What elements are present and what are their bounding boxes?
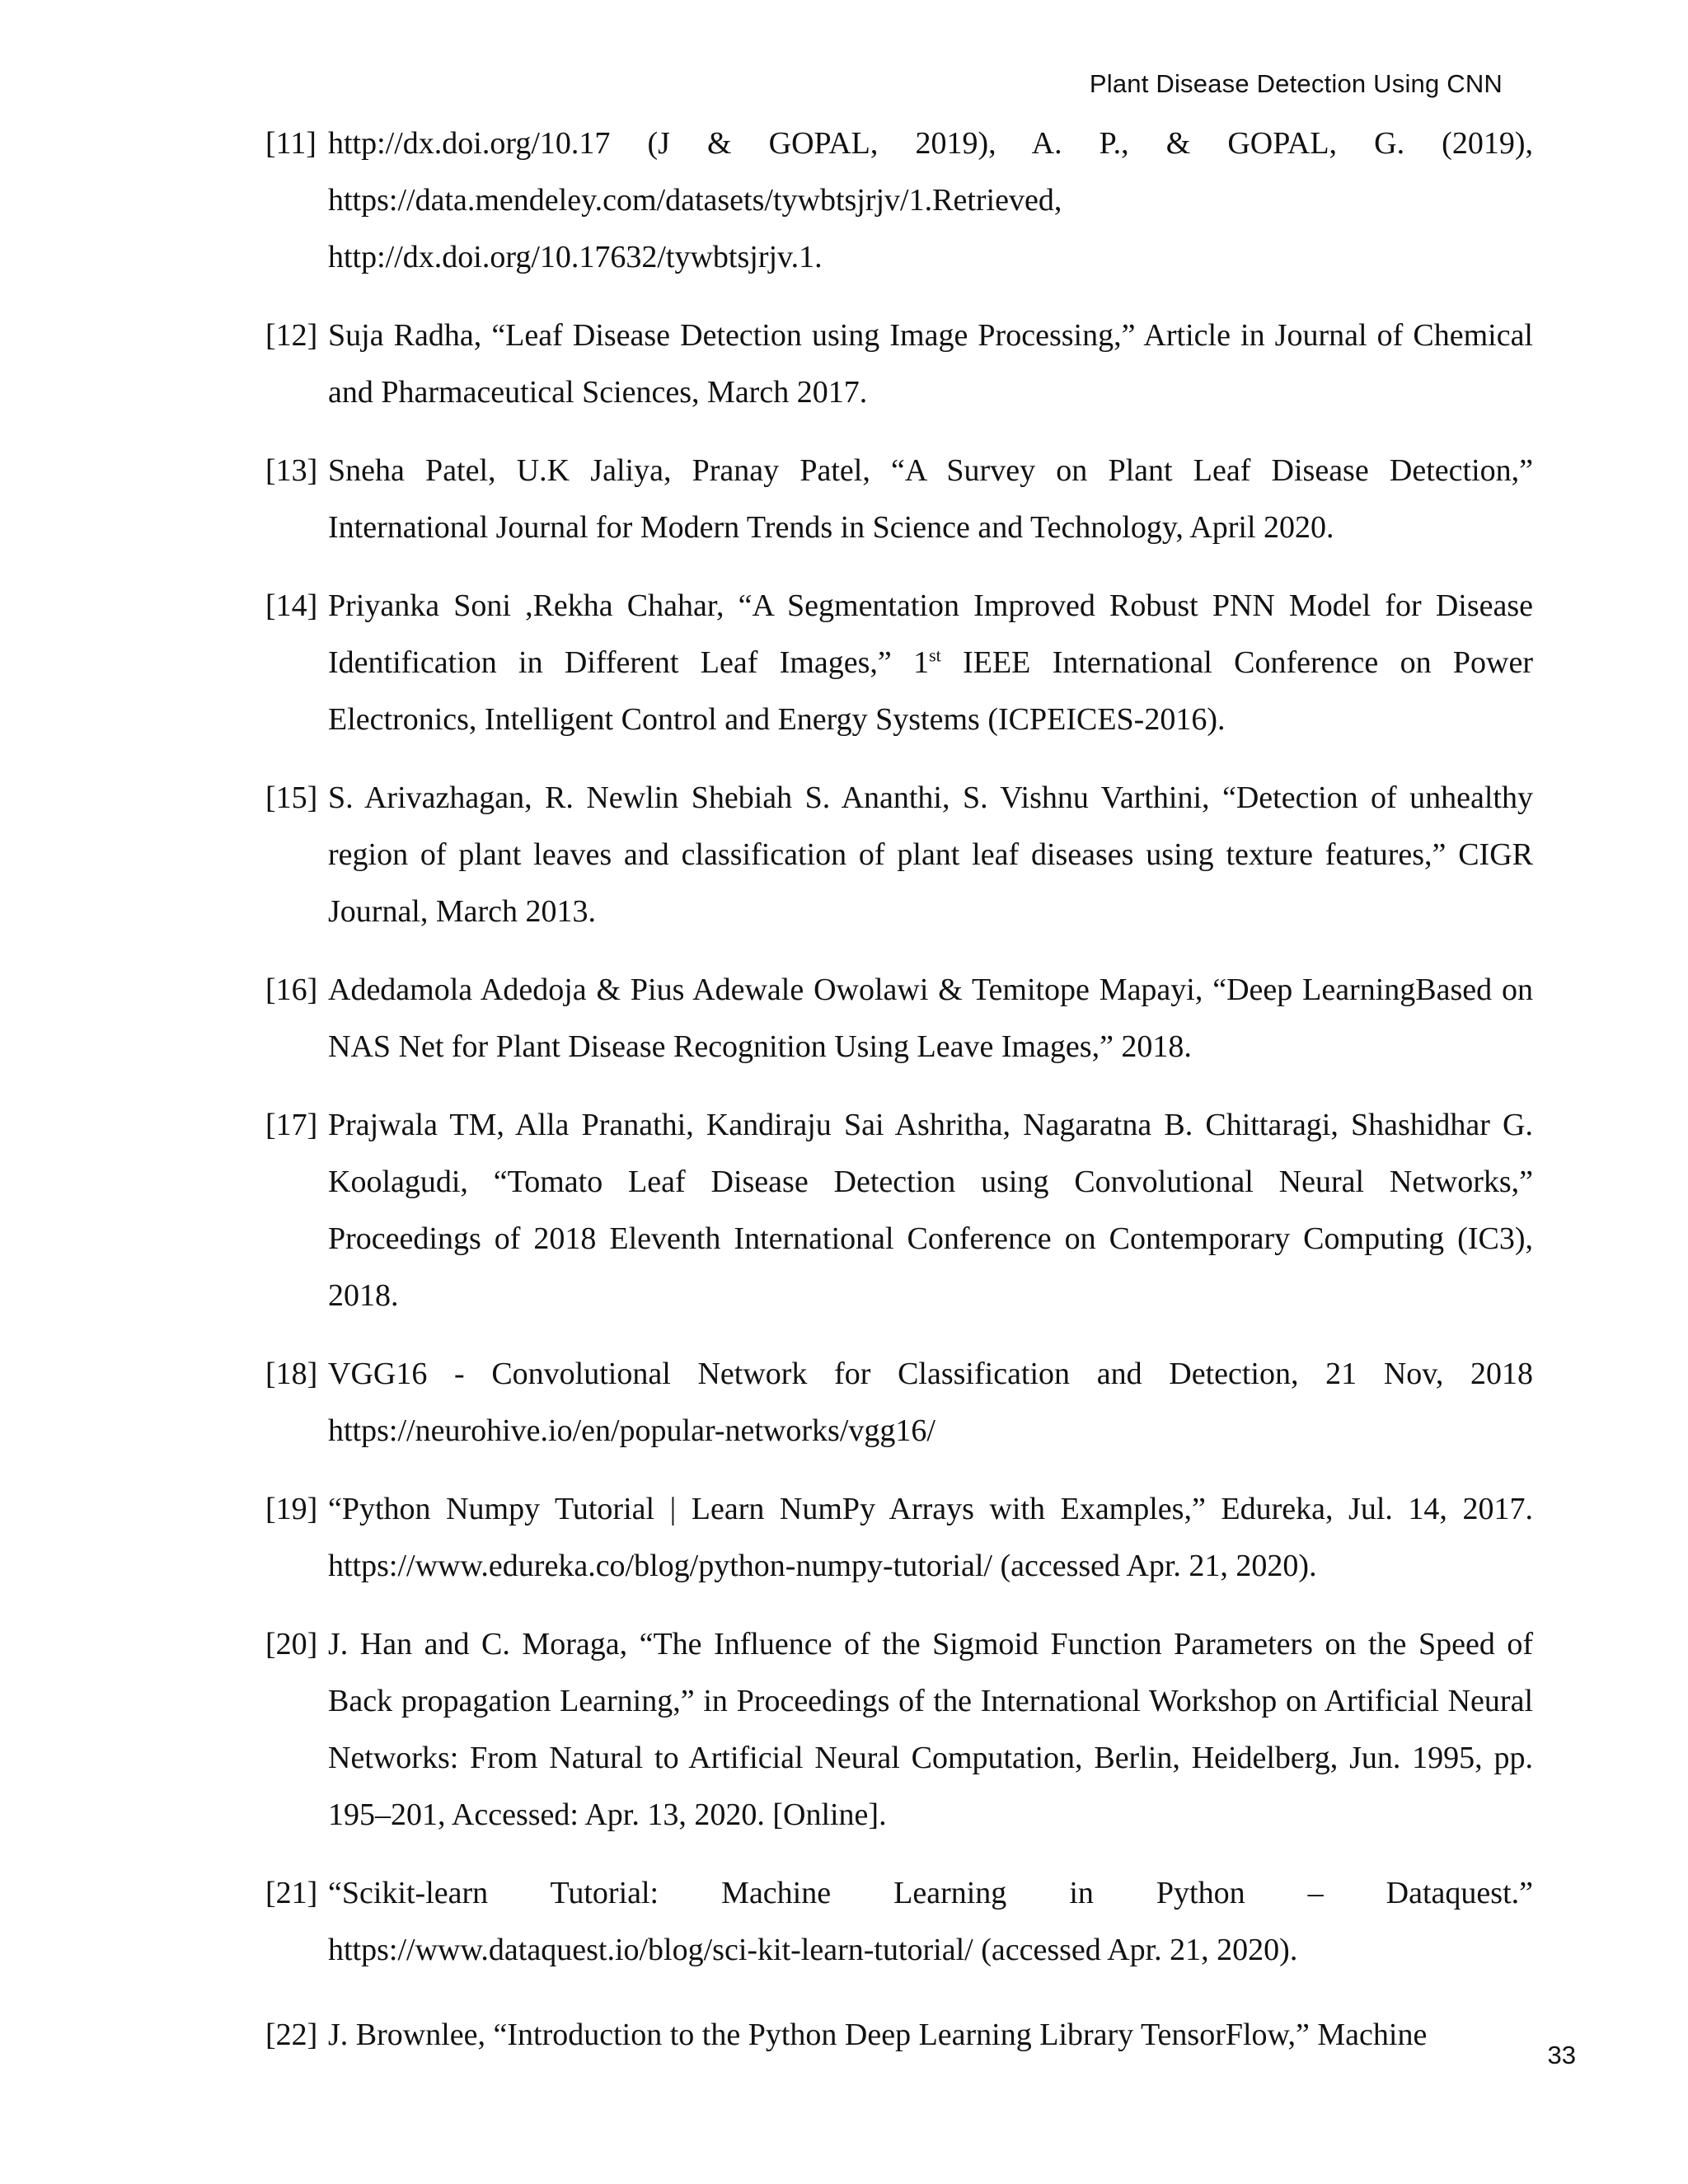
reference-number: [16]: [265, 972, 318, 1007]
reference-item: [265, 1616, 1533, 1844]
reference-text: VGG16 - Convolutional Network for Classification and Detection, 21 Nov, 2018 https://neurohive.io/en/popular-networks/vgg16/: [328, 1357, 1533, 1448]
reference-item: [265, 1865, 1533, 1979]
reference-number: [19]: [265, 1492, 318, 1526]
reference-text-part: Priyanka Soni ,Rekha Chahar, “A Segmentation Improved Robust PNN Model for Disease Identification in Different Leaf Images,” 1: [328, 588, 1533, 680]
reference-number: [17]: [265, 1108, 318, 1142]
reference-text: “Scikit-learn Tutorial: Machine Learning in Python – Dataquest.” https://www.dataquest.io/blog/sci-kit-learn-tutorial/ (accessed Apr. 21, 2020).: [328, 1876, 1533, 1967]
reference-number: [18]: [265, 1357, 318, 1391]
reference-number: [20]: [265, 1627, 318, 1661]
reference-item: [265, 770, 1533, 940]
reference-text: Adedamola Adedoja & Pius Adewale Owolawi & Temitope Mapayi, “Deep LearningBased on NAS Net for Plant Disease Recognition Using Leave Images,” 2018.: [328, 972, 1533, 1064]
reference-number: [12]: [265, 318, 318, 353]
reference-number: [22]: [265, 2018, 318, 2052]
page-number: 33: [1547, 2041, 1576, 2069]
reference-text: [328, 578, 1533, 748]
running-header: Plant Disease Detection Using CNN: [1089, 69, 1503, 98]
reference-item: [265, 1346, 1533, 1460]
reference-text: J. Brownlee, “Introduction to the Python Deep Learning Library TensorFlow,” Machine: [328, 2018, 1428, 2052]
reference-item: [265, 1481, 1533, 1595]
reference-item: [265, 307, 1533, 421]
reference-item: [265, 578, 1533, 748]
reference-item: [265, 115, 1533, 286]
reference-text: Sneha Patel, U.K Jaliya, Pranay Patel, “A Survey on Plant Leaf Disease Detection,” International Journal for Modern Trends in Science and Technology, April 2020.: [328, 453, 1533, 545]
reference-text: S. Arivazhagan, R. Newlin Shebiah S. Ananthi, S. Vishnu Varthini, “Detection of unhealthy region of plant leaves and classification of plant leaf diseases using texture features,” CIGR Journal, March 2013.: [328, 780, 1533, 929]
reference-item: [265, 1097, 1533, 1324]
reference-text: Prajwala TM, Alla Pranathi, Kandiraju Sai Ashritha, Nagaratna B. Chittaragi, Shashidhar G. Koolagudi, “Tomato Leaf Disease Detection using Convolutional Neural Networks,” Proceedings of 2018 Eleventh International Conference on Contemporary Computing (IC3), 2018.: [328, 1108, 1533, 1313]
reference-text-part: IEEE International Conference on Power Electronics, Intelligent Control and Energy Systems (ICPEICES-2016).: [328, 645, 1533, 737]
reference-item: [265, 443, 1533, 556]
reference-number: [15]: [265, 780, 318, 815]
reference-item: [265, 962, 1533, 1076]
reference-text: “Python Numpy Tutorial | Learn NumPy Arrays with Examples,” Edureka, Jul. 14, 2017. https://www.edureka.co/blog/python-numpy-tutorial/ (accessed Apr. 21, 2020).: [328, 1492, 1533, 1583]
reference-text: http://dx.doi.org/10.17 (J & GOPAL, 2019), A. P., & GOPAL, G. (2019), https://data.mendeley.com/datasets/tywbtsjrjv/1.Retrieved, http://dx.doi.org/10.17632/tywbtsjrjv.1.: [328, 126, 1533, 274]
reference-list: [265, 115, 1533, 2085]
reference-text: Suja Radha, “Leaf Disease Detection using Image Processing,” Article in Journal of Chemical and Pharmaceutical Sciences, March 2017.: [328, 318, 1533, 410]
reference-item: [265, 2007, 1533, 2064]
ordinal-superscript: st: [929, 644, 941, 666]
reference-number: [11]: [265, 126, 316, 161]
reference-number: [13]: [265, 453, 318, 488]
reference-number: [21]: [265, 1876, 318, 1910]
reference-number: [14]: [265, 588, 318, 623]
reference-text: J. Han and C. Moraga, “The Influence of the Sigmoid Function Parameters on the Speed of Back propagation Learning,” in Proceedings of the International Workshop on Artificial Neural Networks: From Natural to Artificial Neural Computation, Berlin, Heidelberg, Jun. 1995, pp. 195–201, Accessed: Apr. 13, 2020. [Online].: [328, 1627, 1533, 1832]
